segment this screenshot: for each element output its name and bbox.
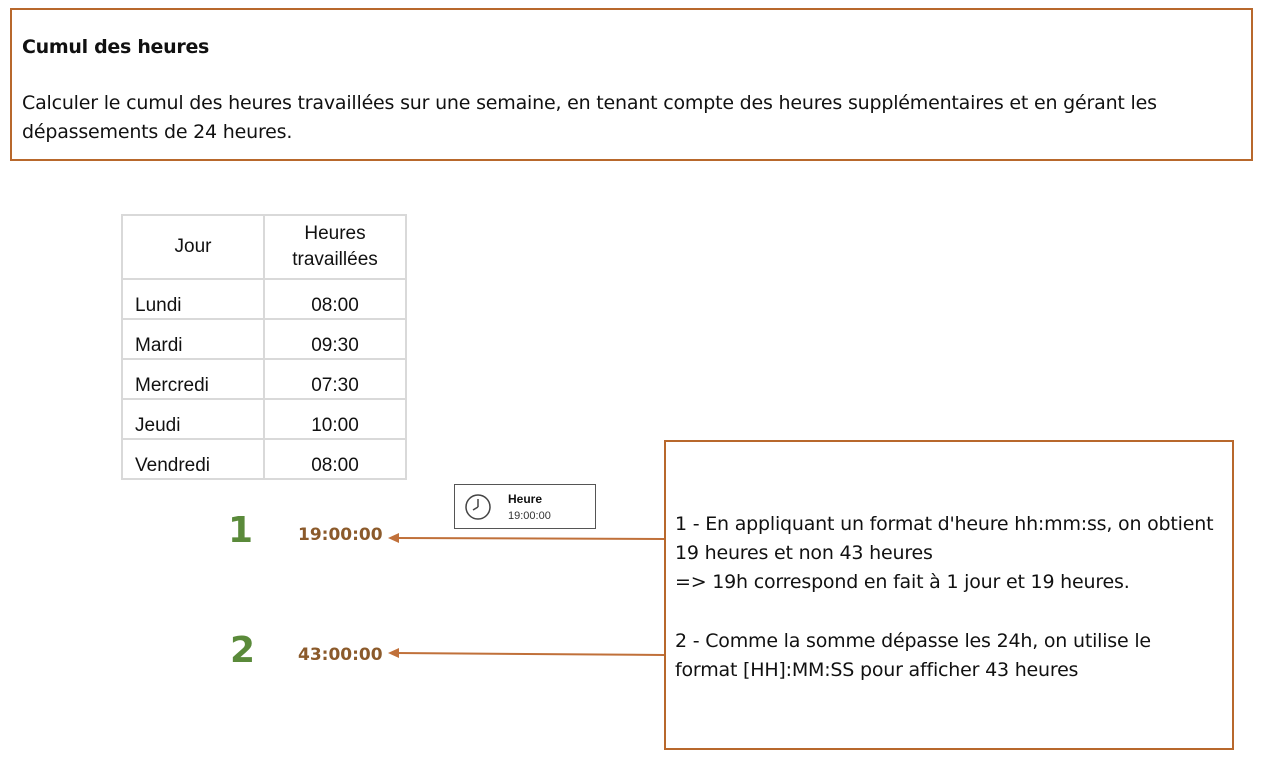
page-description: Calculer le cumul des heures travaillées sur une semaine, en tenant compte des heures supplémentaires et en gérant les dépassements de 24 heures. <box>22 92 1157 143</box>
column-header-day: Jour <box>122 215 264 279</box>
tooltip-title: Heure <box>508 492 543 506</box>
explanation-line-3: 2 - Comme la somme dépasse les 24h, on utilise le format [HH]:MM:SS pour afficher 43 heures <box>675 630 1151 681</box>
arrow-2 <box>388 648 664 658</box>
step-number-2: 2 <box>230 630 256 671</box>
arrow-1 <box>388 533 664 543</box>
step-number-1: 1 <box>228 510 254 551</box>
hours-cell: 10:00 <box>264 399 406 439</box>
tooltip-value: 19:00:00 <box>508 510 551 522</box>
hours-cell: 07:30 <box>264 359 406 399</box>
hours-cell: 08:00 <box>264 439 406 479</box>
column-header-hours-label: Heures travaillées <box>292 223 378 270</box>
day-cell: Vendredi <box>122 439 264 479</box>
hours-cell: 08:00 <box>264 279 406 319</box>
day-cell: Mardi <box>122 319 264 359</box>
explanation-text <box>675 510 1215 685</box>
page-title: Cumul des heures <box>22 36 210 58</box>
hours-cell: 09:30 <box>264 319 406 359</box>
day-cell: Mercredi <box>122 359 264 399</box>
day-cell: Jeudi <box>122 399 264 439</box>
explanation-line-1: 1 - En appliquant un format d'heure hh:mm:ss, on obtient 19 heures et non 43 heures <box>675 513 1214 564</box>
result-value-1: 19:00:00 <box>298 525 383 545</box>
day-cell: Lundi <box>122 279 264 319</box>
result-value-2: 43:00:00 <box>298 645 383 665</box>
explanation-box <box>664 440 1234 750</box>
explanation-line-2: => 19h correspond en fait à 1 jour et 19 heures. <box>675 571 1130 593</box>
